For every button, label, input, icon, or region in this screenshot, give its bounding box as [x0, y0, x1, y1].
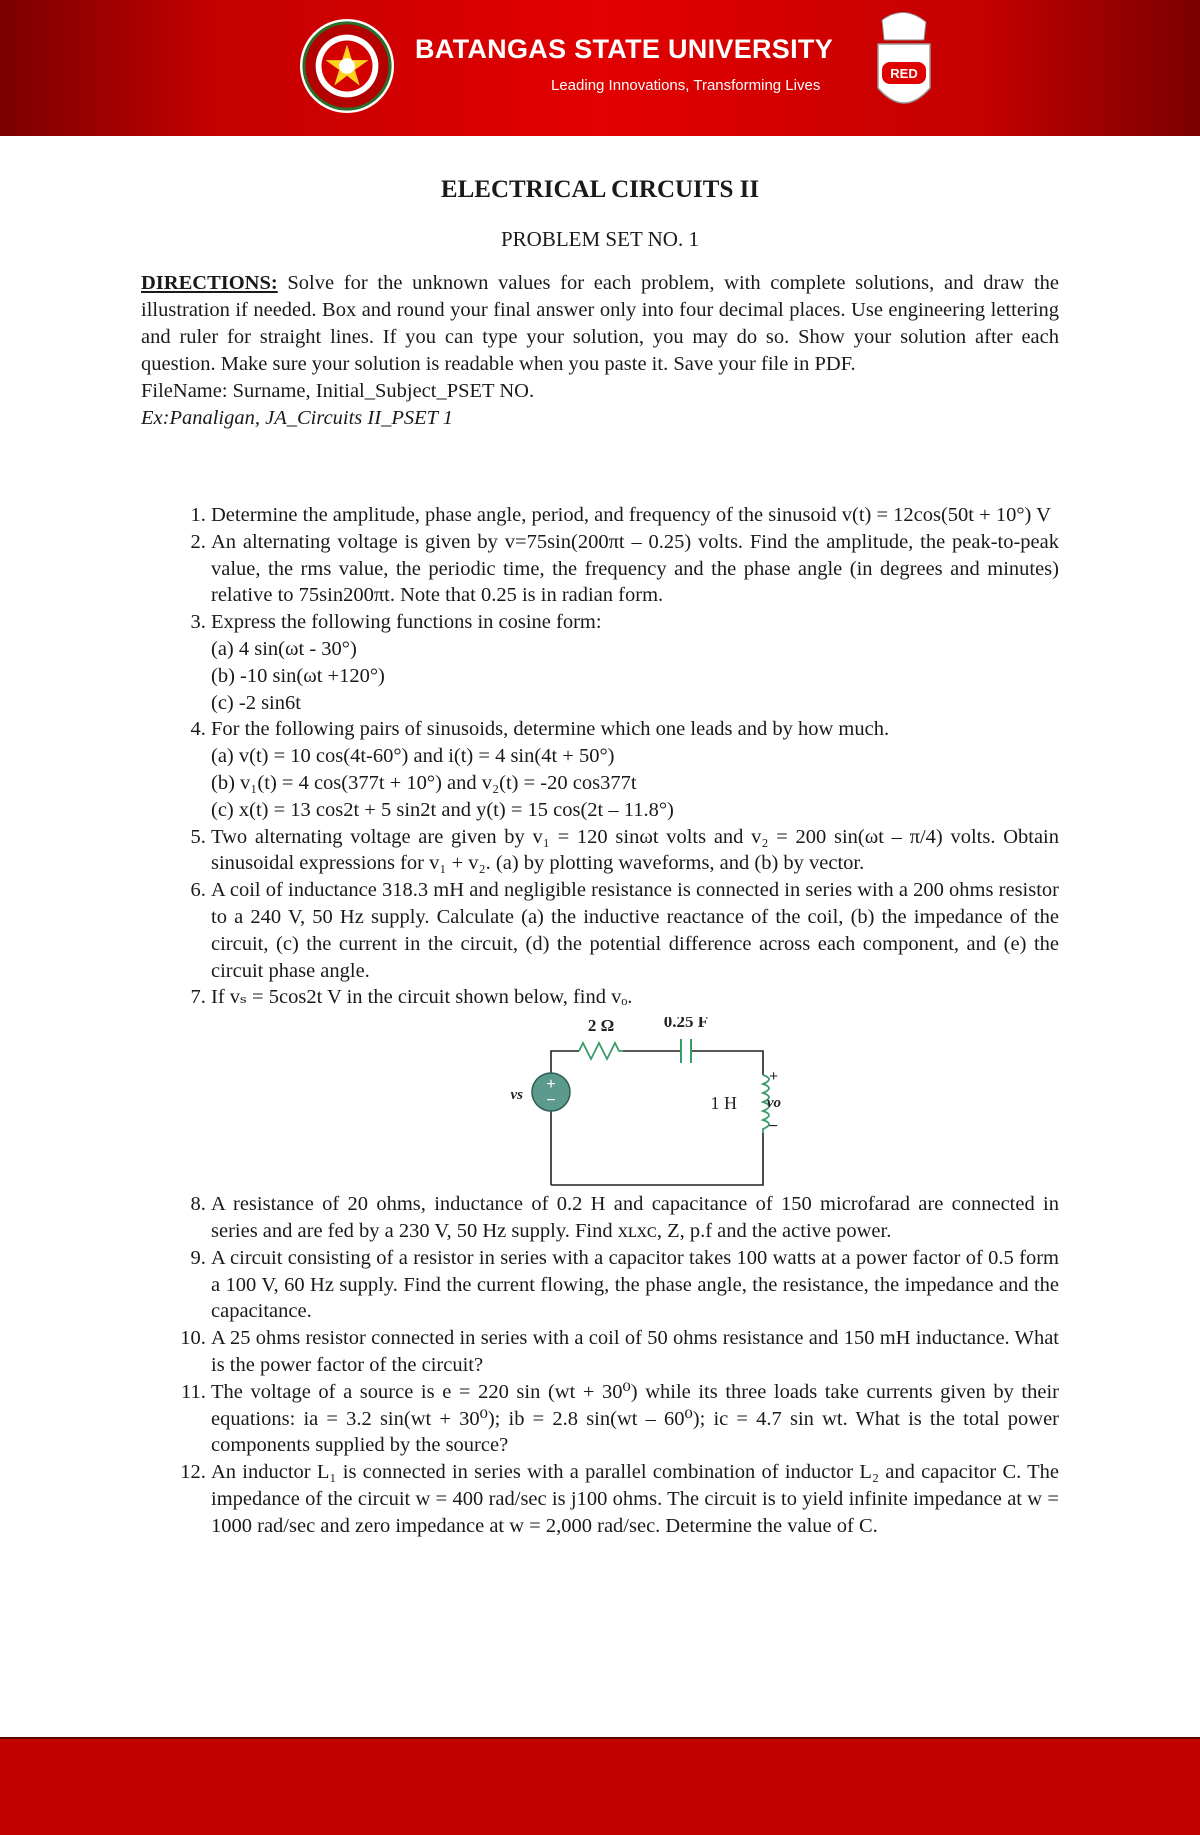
wire-top-left — [551, 1051, 579, 1073]
problem-item — [211, 984, 1059, 1191]
problem-item — [211, 1191, 1059, 1245]
directions-block — [141, 270, 1059, 432]
resistor-label: 2 Ω — [587, 1017, 615, 1036]
header-banner — [0, 0, 1200, 136]
mascot-text: RED — [890, 66, 918, 81]
problem-text: Determine the amplitude, phase angle, period, and frequency of the sinusoid v(t) = 12cos(50t + 10°) V — [211, 504, 1051, 526]
university-tagline: Leading Innovations, Transforming Lives — [551, 77, 821, 94]
problem-text: A 25 ohms resistor connected in series with a coil of 50 ohms resistance and 150 mH inductance. What is the power factor of the circuit? — [211, 1327, 1059, 1376]
directions-text: Solve for the unknown values for each problem, with complete solutions, and draw the illustration if needed. Box and round your final answer only into four decimal places. Use engineering lettering and ruler for straight lines. If you can type your solution, you may do so. Show your solution after each question. Make sure your solution is readable when you paste it. Save your file in PDF. — [141, 272, 1059, 375]
document-subtitle: PROBLEM SET NO. 1 — [501, 227, 699, 251]
footer-bar — [0, 1737, 1200, 1835]
output-plus-sign: + — [769, 1068, 778, 1086]
problem-item — [211, 1245, 1059, 1325]
problem-item — [211, 502, 1059, 529]
wire-top-right — [691, 1051, 763, 1075]
problem-text: An alternating voltage is given by v=75sin(200πt – 0.25) volts. Find the amplitude, the peak-to-peak value, the rms value, the periodic time, the frequency and the phase angle (in degrees and minutes) relative to 75sin200πt. Note that 0.25 is in radian form. — [211, 530, 1059, 607]
problem-subitem: (c) x(t) = 13 cos2t + 5 sin2t and y(t) = 15 cos(2t – 11.8°) — [211, 798, 674, 821]
source-label: vs — [510, 1087, 523, 1104]
problem-list — [141, 502, 1059, 1540]
problem-subitem: (b) -10 sin(ωt +120°) — [211, 664, 385, 687]
output-minus-sign: − — [768, 1118, 778, 1136]
problem-text: If vₛ = 5cos2t V in the circuit shown below, find vₒ. — [211, 986, 633, 1009]
problem-text: A resistance of 20 ohms, inductance of 0.2 H and capacitance of 150 microfarad are connected in series and are fed by a 230 V, 50 Hz supply. Find xʟxᴄ, Z, p.f and the active power. — [211, 1193, 1059, 1242]
source-minus-sign: − — [546, 1092, 556, 1110]
problem-text: The voltage of a source is e = 220 sin (wt + 30⁰) while its three loads take currents given by their equations: ia = 3.2 sin(wt + 30⁰); ib = 2.8 sin(wt – 60⁰); ic = 4.7 sin wt. What is the total power components supplied by the source? — [211, 1380, 1059, 1457]
problem-subitem: (c) -2 sin6t — [211, 691, 301, 714]
problem-subitem: (b) v₁(t) = 4 cos(377t + 10°) and v₂(t) = -20 cos377t — [211, 771, 637, 794]
problem-text: Express the following functions in cosine form: — [211, 611, 602, 634]
circuit-diagram-container — [141, 1011, 1059, 1191]
university-seal-logo — [298, 17, 396, 115]
output-label: vo — [766, 1095, 781, 1112]
circuit-diagram — [481, 1017, 781, 1189]
problem-item — [211, 1379, 1059, 1459]
problem-item — [211, 529, 1059, 609]
inductor-label: 1 H — [710, 1093, 737, 1114]
problem-item — [211, 1325, 1059, 1379]
directions-label: DIRECTIONS: — [141, 272, 278, 294]
problem-item — [211, 609, 1059, 716]
problem-subitem: (a) v(t) = 10 cos(4t-60°) and i(t) = 4 sin(4t + 50°) — [211, 745, 615, 768]
wire-bottom — [551, 1133, 763, 1185]
problem-item — [211, 1459, 1059, 1539]
problem-text: Two alternating voltage are given by v₁ = 120 sinωt volts and v₂ = 200 sin(ωt – π/4) volts. Obtain sinusoidal expressions for v₁ + v₂. (a) by plotting waveforms, and (b) by vector. — [211, 825, 1059, 875]
problem-text: For the following pairs of sinusoids, determine which one leads and by how much. — [211, 718, 890, 741]
capacitor-label: 0.25 F — [663, 1017, 709, 1032]
source-plus-sign: + — [546, 1076, 556, 1094]
problem-item — [211, 824, 1059, 878]
problem-subitem: (a) 4 sin(ωt - 30°) — [211, 637, 357, 660]
example-line: Ex:Panaligan, JA_Circuits II_PSET 1 — [141, 407, 454, 429]
problem-item — [211, 877, 1059, 984]
filename-line: FileName: Surname, Initial_Subject_PSET NO. — [141, 380, 535, 402]
document-title: ELECTRICAL CIRCUITS II — [440, 176, 760, 203]
university-name: BATANGAS STATE UNIVERSITY — [415, 34, 834, 64]
problem-text: A coil of inductance 318.3 mH and negligible resistance is connected in series with a 200 ohms resistor to a 240 V, 50 Hz supply. Calculate (a) the inductive reactance of the coil, (b) the impedance of the circuit, (c) the current in the circuit, (d) the potential difference across each component, and (e) the circuit phase angle. — [211, 879, 1059, 982]
resistor-symbol — [579, 1043, 623, 1059]
red-spartan-mascot-logo — [868, 10, 940, 120]
problem-item — [211, 716, 1059, 823]
problem-text: A circuit consisting of a resistor in series with a capacitor takes 100 watts at a power factor of 0.5 form a 100 V, 60 Hz supply. Find the current flowing, the phase angle, the resistance, the impedance and the capacitance. — [211, 1246, 1059, 1323]
problem-text: An inductor L₁ is connected in series with a parallel combination of inductor L₂ and capacitor C. The impedance of the circuit w = 400 rad/sec is j100 ohms. The circuit is to yield infinite impedance at w = 1000 rad/sec and zero impedance at w = 2,000 rad/sec. Determine the value of C. — [211, 1461, 1059, 1537]
